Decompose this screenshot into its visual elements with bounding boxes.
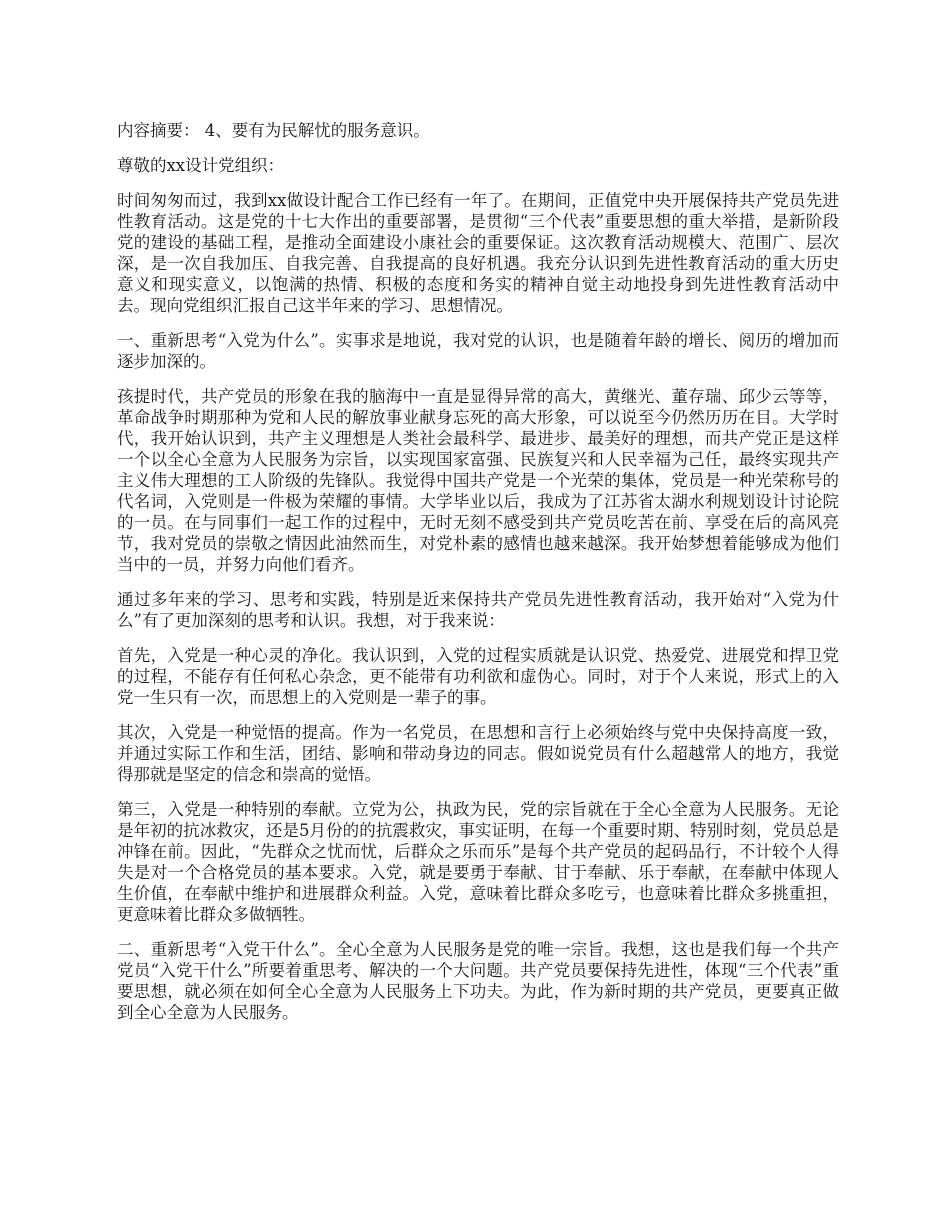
paragraph-reflection: 通过多年来的学习、思考和实践，特别是近来保持共产党员先进性教育活动，我开始对“入党为什么”有了更加深刻的思考和认识。我想，对于我来说： [117, 590, 839, 630]
paragraph-section-one-heading: 一、重新思考“入党为什么”。实事求是地说，我对党的认识，也是随着年龄的增长、阅历的增加而逐步加深的。 [117, 331, 839, 371]
salutation: 尊敬的xx设计党组织： [117, 156, 285, 175]
paragraph-section-two-heading: 二、重新思考“入党干什么”。全心全意为人民服务是党的唯一宗旨。我想，这也是我们每一个共产党员“入党干什么”所要着重思考、解决的一个大问题。共产党员要保持先进性，体现“三个代表”重要思想，就必须在如何全心全意为人民服务上下功夫。为此，作为新时期的共产党员，更要真正做到全心全意为人民服务。 [117, 940, 839, 1022]
paragraph-first: 首先，入党是一种心灵的净化。我认识到，入党的过程实质就是认识党、热爱党、进展党和捍卫党的过程，不能存有任何私心杂念，更不能带有功利欲和虚伪心。同时，对于个人来说，形式上的入党一生只有一次，而思想上的入党则是一辈子的事。 [117, 646, 839, 707]
summary-line: 内容摘要： 4、要有为民解忧的服务意识。 [117, 121, 430, 140]
document-page [117, 120, 839, 1037]
paragraph-childhood: 孩提时代，共产党员的形象在我的脑海中一直是显得异常的高大，黄继光、董存瑞、邱少云等等，革命战争时期那种为党和人民的解放事业献身忘死的高大形象，可以说至今仍然历历在目。大学时代，我开始认识到，共产主义理想是人类社会最科学、最进步、最美好的理想，而共产党正是这样一个以全心全意为人民服务为宗旨，以实现国家富强、民族复兴和人民幸福为己任，最终实现共产主义伟大理想的工人阶级的先锋队。我觉得中国共产党是一个光荣的集体，党员是一种光荣称号的代名词，入党则是一件极为荣耀的事情。大学毕业以后，我成为了江苏省太湖水利规划设计讨论院的一员。在与同事们一起工作的过程中，无时无刻不感受到共产党员吃苦在前、享受在后的高风亮节，我对党员的崇敬之情因此油然而生，对党朴素的感情也越来越深。我开始梦想着能够成为他们当中的一员，并努力向他们看齐。 [117, 387, 839, 574]
paragraph-second: 其次，入党是一种觉悟的提高。作为一名党员，在思想和言行上必须始终与党中央保持高度一致，并通过实际工作和生活，团结、影响和带动身边的同志。假如说党员有什么超越常人的地方，我觉得那就是坚定的信念和崇高的觉悟。 [117, 723, 839, 784]
paragraph-intro: 时间匆匆而过，我到xx做设计配合工作已经有一年了。在期间，正值党中央开展保持共产党员先进性教育活动。这是党的十七大作出的重要部署，是贯彻“三个代表”重要思想的重大举措，是新阶段党的建设的基础工程，是推动全面建设小康社会的重要保证。这次教育活动规模大、范围广、层次深，是一次自我加压、自我完善、自我提高的良好机遇。我充分认识到先进性教育活动的重大历史意义和现实意义，以饱满的热情、积极的态度和务实的精神自觉主动地投身到先进性教育活动中去。现向党组织汇报自己这半年来的学习、思想情况。 [117, 191, 839, 315]
paragraph-third: 第三，入党是一种特别的奉献。立党为公，执政为民，党的宗旨就在于全心全意为人民服务。无论是年初的抗冰救灾，还是5月份的的抗震救灾，事实证明，在每一个重要时期、特别时刻，党员总是冲锋在前。因此，“先群众之忧而忧，后群众之乐而乐”是每个共产党员的起码品行，不计较个人得失是对一个合格党员的基本要求。入党，就是要勇于奉献、甘于奉献、乐于奉献，在奉献中体现人生价值，在奉献中维护和进展群众利益。入党，意味着比群众多吃亏，也意味着比群众多挑重担，更意味着比群众多做牺牲。 [117, 800, 839, 924]
